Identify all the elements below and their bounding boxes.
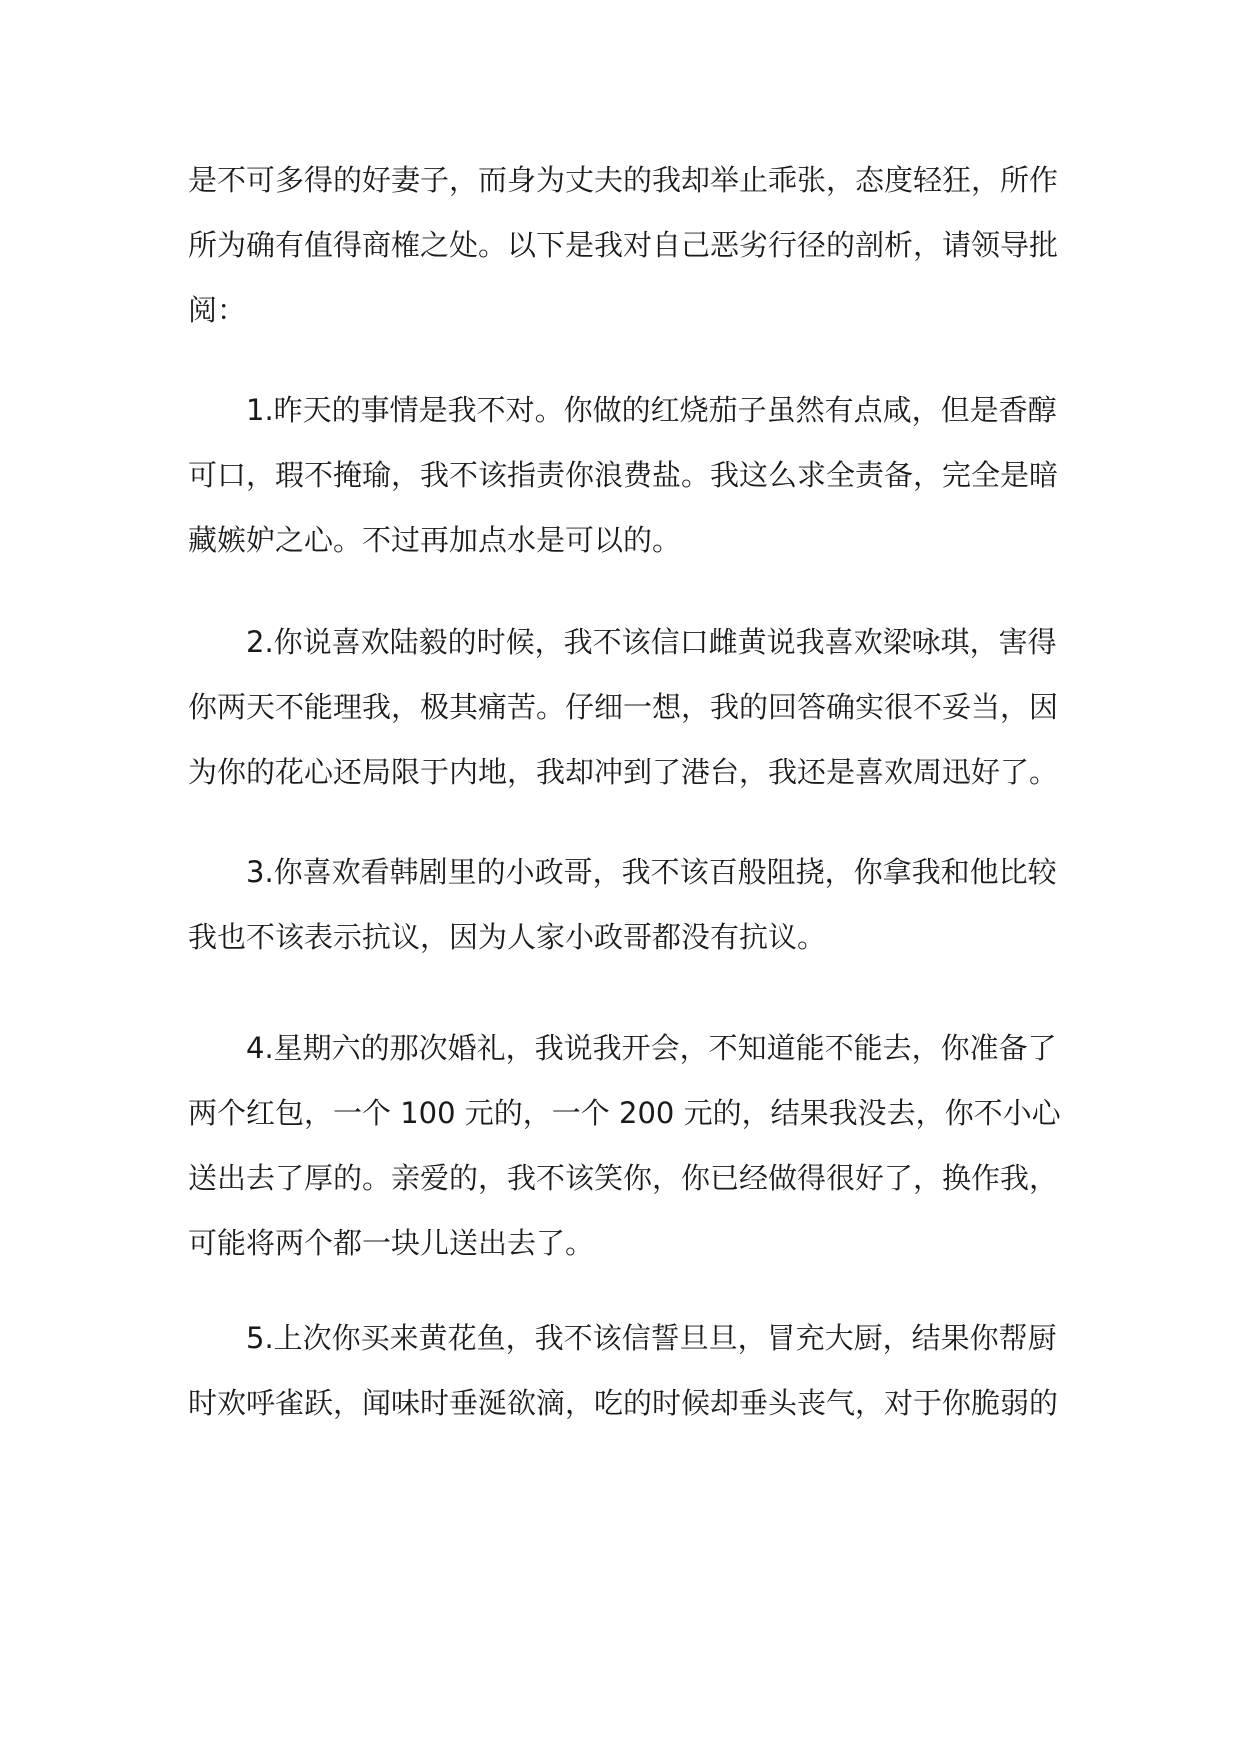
paragraph-line: 两个红包，一个 100 元的，一个 200 元的，结果我没去，你不小心 bbox=[188, 1096, 1061, 1130]
intro-paragraph bbox=[188, 148, 1068, 343]
paragraph-line: 4.星期六的那次婚礼，我说我开会，不知道能不能去，你准备了 bbox=[246, 1031, 1057, 1065]
item-1-paragraph bbox=[188, 378, 1068, 573]
paragraph-line: 5.上次你买来黄花鱼，我不该信誓旦旦，冒充大厨，结果你帮厨 bbox=[246, 1321, 1057, 1355]
paragraph-line: 所为确有值得商榷之处。以下是我对自己恶劣行径的剖析，请领导批 bbox=[188, 228, 1059, 262]
paragraph-line: 2.你说喜欢陆毅的时候，我不该信口雌黄说我喜欢梁咏琪，害得 bbox=[246, 625, 1057, 659]
item-4-paragraph bbox=[188, 1016, 1068, 1276]
paragraph-line: 为你的花心还局限于内地，我却冲到了港台，我还是喜欢周迅好了。 bbox=[188, 755, 1059, 789]
paragraph-line: 藏嫉妒之心。不过再加点水是可以的。 bbox=[188, 523, 682, 557]
paragraph-line: 3.你喜欢看韩剧里的小政哥，我不该百般阻挠，你拿我和他比较 bbox=[246, 855, 1057, 889]
paragraph-line: 送出去了厚的。亲爱的，我不该笑你，你已经做得很好了，换作我， bbox=[188, 1161, 1059, 1195]
item-2-paragraph bbox=[188, 610, 1068, 805]
item-5-paragraph bbox=[188, 1306, 1068, 1436]
paragraph-line: 可能将两个都一块儿送出去了。 bbox=[188, 1226, 595, 1260]
paragraph-line: 时欢呼雀跃，闻味时垂涎欲滴，吃的时候却垂头丧气，对于你脆弱的 bbox=[188, 1386, 1059, 1420]
paragraph-line: 阅： bbox=[188, 293, 247, 327]
paragraph-line: 1.昨天的事情是我不对。你做的红烧茄子虽然有点咸，但是香醇 bbox=[246, 393, 1057, 427]
paragraph-line: 我也不该表示抗议，因为人家小政哥都没有抗议。 bbox=[188, 920, 827, 954]
paragraph-line: 可口，瑕不掩瑜，我不该指责你浪费盐。我这么求全责备，完全是暗 bbox=[188, 458, 1059, 492]
paragraph-line: 你两天不能理我，极其痛苦。仔细一想，我的回答确实很不妥当，因 bbox=[188, 690, 1059, 724]
paragraph-line: 是不可多得的好妻子，而身为丈夫的我却举止乖张，态度轻狂，所作 bbox=[188, 163, 1059, 197]
item-3-paragraph bbox=[188, 840, 1068, 970]
